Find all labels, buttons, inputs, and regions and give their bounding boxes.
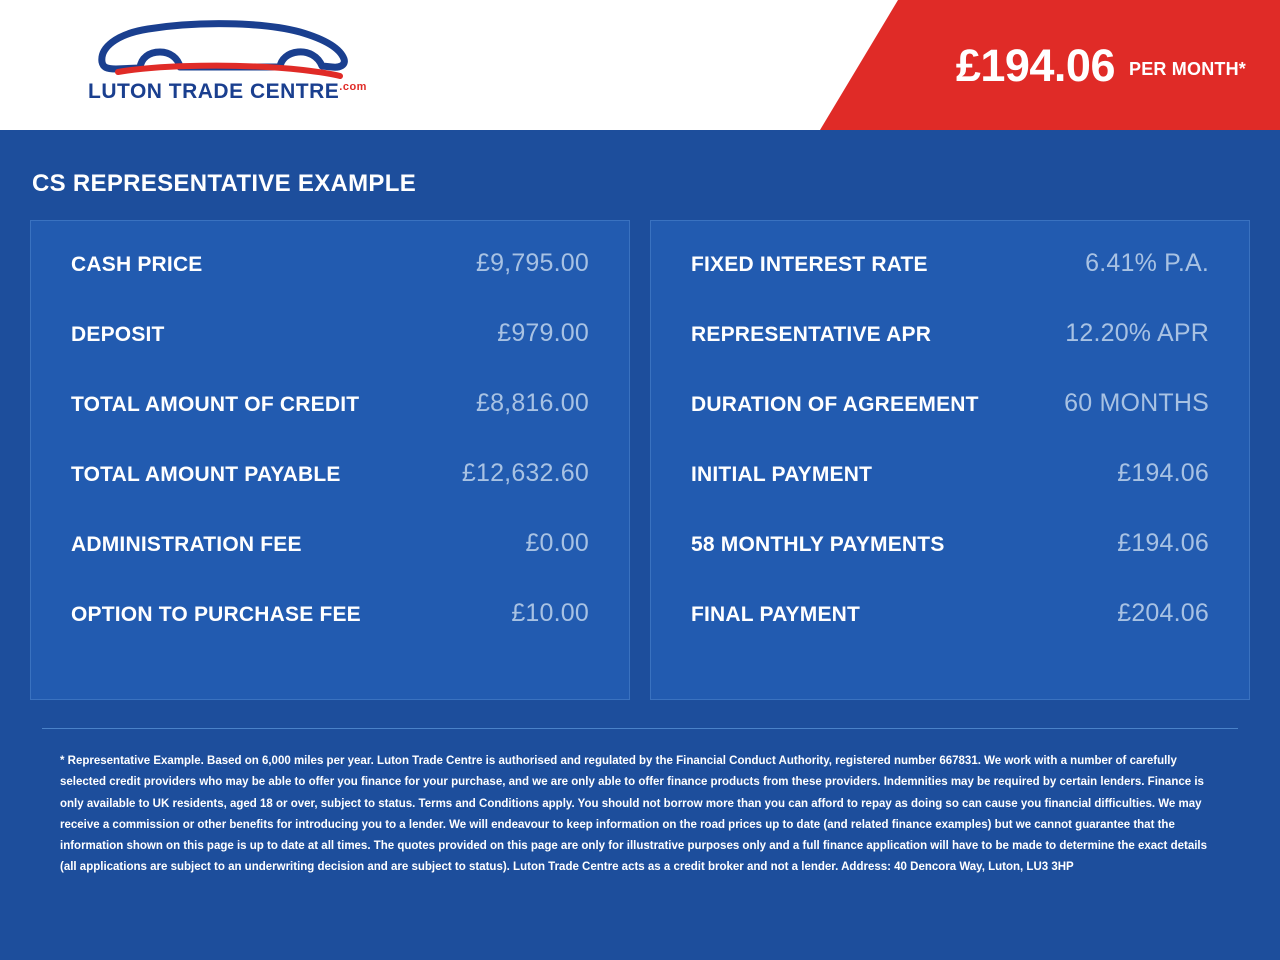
car-silhouette-logo-icon	[88, 18, 358, 80]
monthly-price: £194.06	[955, 39, 1115, 91]
header	[0, 0, 1280, 130]
row-label: CASH PRICE	[71, 253, 203, 276]
logo-brand-text: LUTON TRADE CENTRE	[88, 80, 340, 103]
table-row	[691, 249, 1209, 319]
finance-card-right	[650, 220, 1250, 700]
table-row	[691, 319, 1209, 389]
row-label: REPRESENTATIVE APR	[691, 323, 932, 346]
logo-wordmark	[88, 80, 367, 104]
row-value: £12,632.60	[461, 459, 589, 487]
page-title: CS REPRESENTATIVE EXAMPLE	[32, 170, 416, 197]
table-row	[71, 529, 589, 599]
row-value: £8,816.00	[475, 389, 589, 417]
row-label: FIXED INTEREST RATE	[691, 253, 928, 276]
row-label: TOTAL AMOUNT PAYABLE	[71, 463, 341, 486]
row-value: £9,795.00	[475, 249, 589, 277]
row-value: 12.20% APR	[1065, 319, 1209, 347]
finance-details-cards	[30, 220, 1250, 700]
luton-trade-centre-logo	[88, 18, 367, 113]
price-period-label: PER MONTH*	[1128, 58, 1246, 79]
row-label: ADMINISTRATION FEE	[71, 533, 302, 556]
row-value: £0.00	[525, 529, 589, 557]
table-row	[691, 599, 1209, 669]
row-value: 60 MONTHS	[1064, 389, 1209, 417]
table-row	[691, 529, 1209, 599]
table-row	[71, 319, 589, 389]
row-label: FINAL PAYMENT	[691, 603, 861, 626]
row-label: DURATION OF AGREEMENT	[691, 393, 979, 416]
table-row	[71, 459, 589, 529]
table-row	[71, 389, 589, 459]
table-row	[691, 389, 1209, 459]
row-label: INITIAL PAYMENT	[691, 463, 873, 486]
table-row	[71, 599, 589, 669]
row-label: 58 MONTHLY PAYMENTS	[691, 533, 945, 556]
row-value: £979.00	[497, 319, 589, 347]
table-row	[691, 459, 1209, 529]
logo-brand-suffix: .com	[339, 81, 367, 93]
row-label: DEPOSIT	[71, 323, 165, 346]
row-value: £204.06	[1117, 599, 1209, 627]
row-label: OPTION TO PURCHASE FEE	[71, 603, 361, 626]
row-label: TOTAL AMOUNT OF CREDIT	[71, 393, 360, 416]
finance-card-left	[30, 220, 630, 700]
main-content	[0, 130, 1280, 879]
row-value: £194.06	[1117, 459, 1209, 487]
row-value: £10.00	[511, 599, 589, 627]
price-block	[956, 0, 1246, 130]
row-value: £194.06	[1117, 529, 1209, 557]
row-value: 6.41% P.A.	[1085, 249, 1209, 277]
table-row	[71, 249, 589, 319]
disclaimer-text: * Representative Example. Based on 6,000 miles per year. Luton Trade Centre is authorised and regulated by the Financial Conduct Authority, registered number 667831. We work with a number of carefully selected credit providers who may be able to offer you finance for your purchase, and we are only able to offer finance products from these providers. Indemnities may be required by certain lenders. Finance is only available to UK residents, aged 18 or over, subject to status. Terms and Conditions apply. You should not borrow more than you can afford to repay as doing so can cause you financial difficulties. We may receive a commission or other benefits for introducing you to a lender. We will endeavour to keep information on the road prices up to date (and related finance examples) but we cannot guarantee that the information shown on this page is up to date at all times. The quotes provided on this page are only for illustrative purposes only and a full finance application will have to be made to determine the exact details (all applications are subject to an underwriting decision and are subject to status). Luton Trade Centre acts as a credit broker and not a lender. Address: 40 Dencora Way, Luton, LU3 3HP	[42, 728, 1238, 879]
